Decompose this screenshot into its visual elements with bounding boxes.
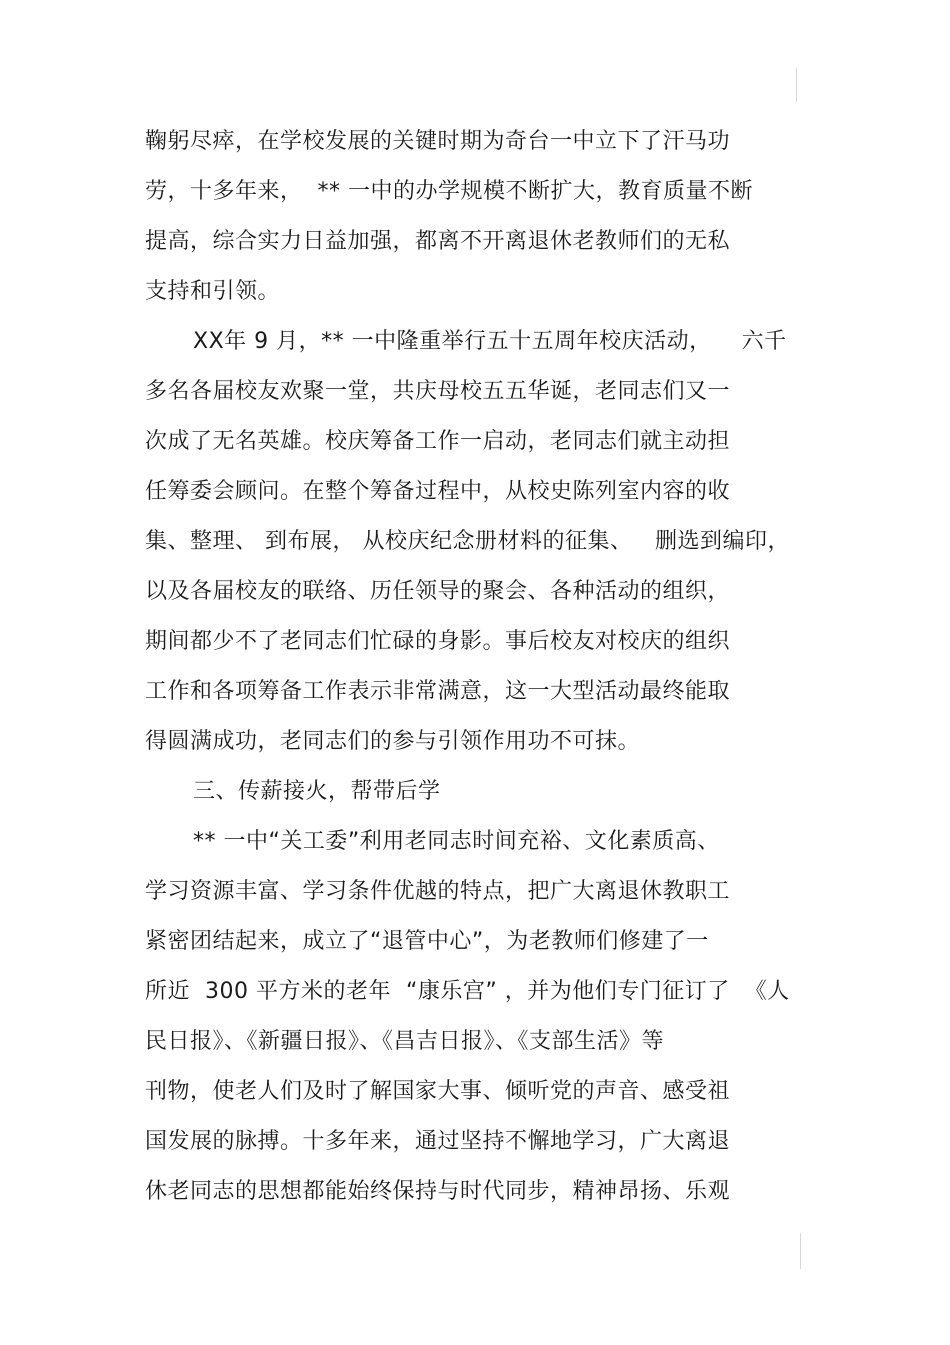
page-edge-mark-top bbox=[796, 68, 797, 102]
text-line: 所近 300 平方米的老年 “康乐宫” ，并为他们专门征订了 《人 bbox=[145, 979, 790, 1004]
text-line: 工作和各项筹备工作表示非常满意，这一大型活动最终能取 bbox=[145, 679, 731, 704]
page-edge-mark-bottom bbox=[800, 1233, 801, 1269]
text-line: 鞠躬尽瘁，在学校发展的关键时期为奇台一中立下了汗马功 bbox=[145, 129, 731, 154]
text-line: 以及各届校友的联络、历任领导的聚会、各种活动的组织， bbox=[145, 579, 731, 604]
text-line: 国发展的脉搏。十多年来，通过坚持不懈地学习，广大离退 bbox=[145, 1129, 731, 1154]
text-line: 提高，综合实力日益加强，都离不开离退休老教师们的无私 bbox=[145, 229, 731, 254]
text-line: 刊物，使老人们及时了解国家大事、倾听党的声音、感受祖 bbox=[145, 1079, 731, 1104]
text-line: 劳，十多年来， ** 一中的办学规模不断扩大，教育质量不断 bbox=[145, 179, 753, 204]
text-line: 期间都少不了老同志们忙碌的身影。事后校友对校庆的组织 bbox=[145, 629, 731, 654]
text-line: XX年 9 月，** 一中隆重举行五十五周年校庆活动， 六千 bbox=[193, 329, 787, 354]
text-line: 任筹委会顾问。在整个筹备过程中，从校史陈列室内容的收 bbox=[145, 479, 731, 504]
text-line: 民日报》、《新疆日报》、《昌吉日报》、《支部生活》等 bbox=[145, 1029, 665, 1054]
text-line: 多名各届校友欢聚一堂，共庆母校五五华诞，老同志们又一 bbox=[145, 379, 731, 404]
text-line: 紧密团结起来，成立了“退管中心”，为老教师们修建了一 bbox=[145, 929, 709, 954]
text-line: 休老同志的思想都能始终保持与时代同步，精神昂扬、乐观 bbox=[145, 1179, 731, 1204]
text-line: 次成了无名英雄。校庆筹备工作一启动，老同志们就主动担 bbox=[145, 429, 731, 454]
text-line: 集、整理、 到布展， 从校庆纪念册材料的征集、 删选到编印， bbox=[145, 529, 790, 554]
section-heading: 三、传薪接火，帮带后学 bbox=[193, 779, 441, 804]
text-line: 得圆满成功，老同志们的参与引领作用功不可抹。 bbox=[145, 729, 641, 754]
text-line: 支持和引领。 bbox=[145, 279, 281, 304]
text-line: ** 一中“关工委”利用老同志时间充裕、文化素质高、 bbox=[193, 829, 720, 854]
text-line: 学习资源丰富、学习条件优越的特点，把广大离退休教职工 bbox=[145, 879, 731, 904]
